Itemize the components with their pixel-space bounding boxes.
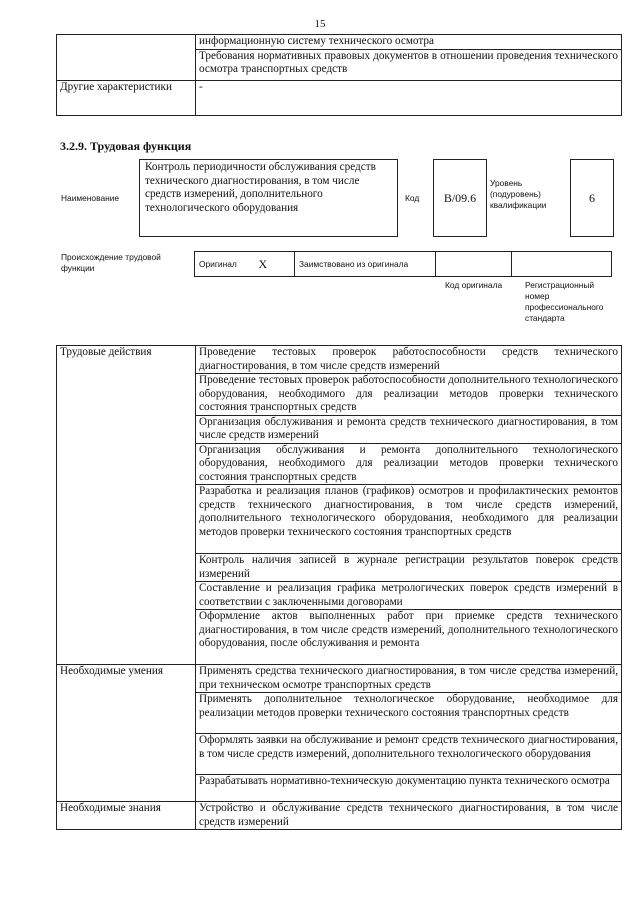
table-cell: Применять дополнительное технологическое оборудование, необходимое для реализации методов проверки технического состояния транспортных средств <box>196 693 622 734</box>
table-cell: Организация обслуживания и ремонта средств технического диагностирования, в том числе средств измерений <box>196 415 622 443</box>
origin-code-caption: Код оригинала <box>445 280 503 290</box>
table-row <box>57 665 622 693</box>
section-title: 3.2.9. Трудовая функция <box>60 139 192 153</box>
table-cell: Составление и реализация графика метрологических поверок средств измерений в соответствии с заключенными договорами <box>196 582 622 610</box>
origin-label: Происхождение трудовой функции <box>61 252 161 273</box>
code-label: Код <box>405 193 420 203</box>
qualification-level: 6 <box>570 159 614 237</box>
origin-original: Оригинал <box>195 252 255 277</box>
group-label: Необходимые умения <box>57 665 196 802</box>
origin-table <box>194 251 612 277</box>
table-cell: Проведение тестовых проверок работоспособности дополнительного технологического оборудования, необходимого для реализации методов проверки технического состояния транспортных средств <box>196 374 622 416</box>
table-cell: Организация обслуживания и ремонта дополнительного технологического оборудования, необходимого для реализации методов проверки технического состояния транспортных средств <box>196 443 622 485</box>
row-label: Другие характеристики <box>57 80 196 115</box>
table-row <box>57 80 622 115</box>
top-table <box>56 34 622 116</box>
table-row <box>57 346 622 374</box>
table-cell: Разработка и реализация планов (графиков) осмотров и профилактических ремонтов средств технического диагностирования, в том числе средств измерений, дополнительного технологического оборудования, необходимого для реализации методов проверки технического состояния транспортных средств <box>196 485 622 554</box>
table-cell: Разрабатывать нормативно-техническую документацию пункта технического осмотра <box>196 775 622 802</box>
table-cell: Требования нормативных правовых документов в отношении проведения технического осмотра транспортных средств <box>196 49 622 80</box>
function-name: Контроль периодичности обслуживания средств технического диагностирования, в том числе средств измерений, дополнительного технологического оборудования <box>139 159 398 237</box>
origin-mark: X <box>255 252 295 277</box>
table-cell: Контроль наличия записей в журнале регистрации результатов поверок средств измерений <box>196 554 622 582</box>
function-code: B/09.6 <box>433 159 487 237</box>
origin-code-cell <box>436 252 512 277</box>
table-cell: Применять средства технического диагностирования, в том числе средства измерений, при техническом осмотре транспортных средств <box>196 665 622 693</box>
table-cell: Оформлять заявки на обслуживание и ремонт средств технического диагностирования, в том числе средств измерений, дополнительного технологического оборудования <box>196 734 622 775</box>
main-table <box>56 345 622 830</box>
page-number: 15 <box>314 18 326 30</box>
group-label: Трудовые действия <box>57 346 196 665</box>
table-cell: информационную систему технического осмотра <box>196 35 622 50</box>
origin-reg-caption: Регистрационный номер профессионального стандарта <box>525 280 604 323</box>
table-cell: Оформление актов выполненных работ при приемке средств технического диагностирования, в том числе средств измерений, дополнительного технологического оборудования, после обслуживания и ремонта <box>196 610 622 665</box>
level-label: Уровень (подуровень) квалификации <box>490 178 547 210</box>
table-row <box>57 802 622 830</box>
table-cell: Проведение тестовых проверок работоспособности средств технического диагностирования, в том числе средств измерений <box>196 346 622 374</box>
row-label <box>57 35 196 81</box>
origin-reg-cell <box>512 252 612 277</box>
group-label: Необходимые знания <box>57 802 196 830</box>
origin-borrowed: Заимствовано из оригинала <box>295 252 436 277</box>
table-row <box>57 35 622 50</box>
table-cell: - <box>196 80 622 115</box>
name-label: Наименование <box>61 193 120 203</box>
table-cell: Устройство и обслуживание средств технического диагностирования, в том числе средств измерений <box>196 802 622 830</box>
